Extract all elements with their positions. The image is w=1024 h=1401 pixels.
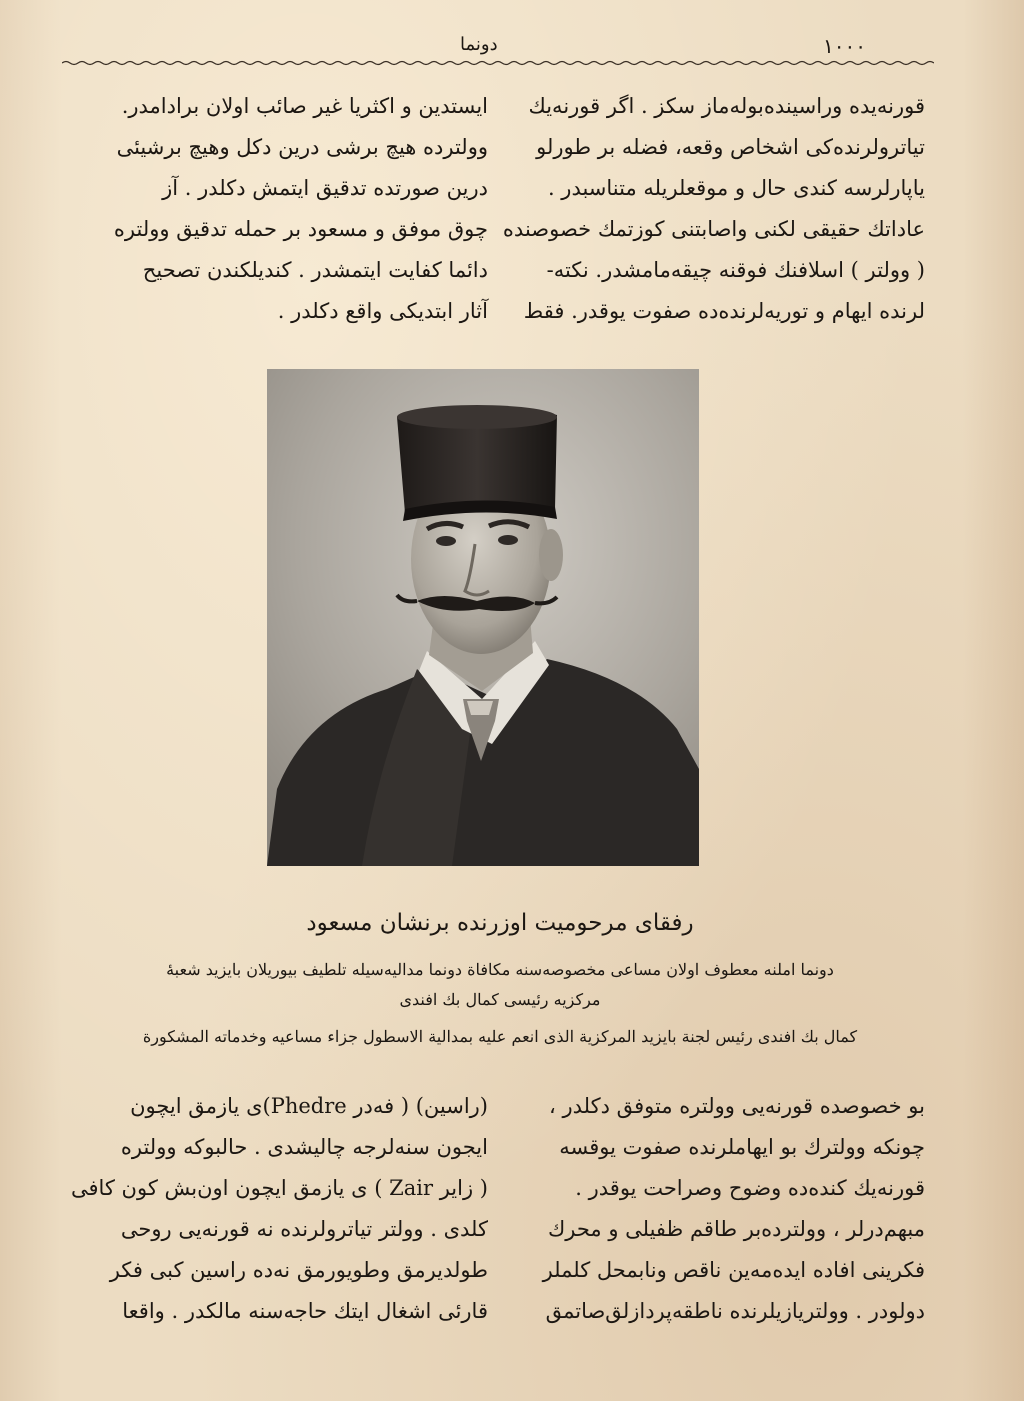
column-top-right [502,86,925,332]
text-line: تیاترولرنده‌کی اشخاص وقعه، فضله بر طورلو [536,135,925,159]
column-top-left [68,86,488,332]
text-line: قارئی اشغال ایتك حاجه‌سنه مالکدر . واقعا [122,1299,488,1323]
text-line: لرنده ایهام و توریه‌لرنده‌ده صفوت یوقدر. فقط [523,299,925,323]
text-line: درین صورتده تدقیق ایتمش دکلدر . آز [162,176,488,200]
text-line: قورنه‌یك کنده‌ده وضوح وصراحت یوقدر . [575,1176,925,1200]
text-line: مبهم‌درلر ، وولترده‌بر طاقم ظفیلی و محرك [547,1217,925,1241]
text-line: قورنه‌یده وراسینده‌بوله‌ماز سکز . اگر قورنه‌یك [528,94,925,118]
text-line: یاپارلرسه کندی حال و موقعلریله متناسبدر . [547,176,925,200]
text-line: عاداتك حقیقی لکنی واصابتنی کوزتمك خصوصنده [502,217,925,241]
running-title: دونما [460,34,498,55]
caption-title: رفقای مرحومیت اوزرنده برنشان مسعود [306,910,694,936]
caption-line: دونما املنه معطوف اولان مساعی مخصوصه‌سنه مکافاة دونما مدالیه‌سیله تلطیف بیوریلان بایزید شعبهٔ [166,960,834,979]
text-line: آثار ابتدیکی واقع دکلدر . [277,299,488,323]
column-bottom-left [68,1086,488,1332]
caption-line: مرکزیه رئیسی کمال بك افندی [399,990,601,1009]
text-line: ایستدین و اکثریا غیر صائب اولان برادامدر. [121,94,488,118]
text-line: چوق موفق و مسعود بر حمله تدقیق وولتره [113,217,488,241]
portrait-photo [267,369,699,866]
text-line: بو خصوصده قورنه‌یی وولتره متوفق دکلدر ، [549,1094,925,1118]
text-line: دائما کفایت ایتمشدر . کندیلکندن تصحیح [142,258,488,282]
header-rule [62,60,934,66]
text-line: فکرینی افاده ایده‌مه‌ین ناقص ونابمحل کلملر [542,1258,925,1282]
caption-line: کمال بك افندی رئیس لجنة بایزید المرکزیة الذی انعم علیه بمدالیة الاسطول جزاء مساعیه وخدماته المشکورة [142,1027,858,1046]
text-line: طولدیرمق وطویورمق نه‌ده راسین کبی فکر [109,1258,488,1282]
text-line: وولترده هیچ برشی درین دکل وهیچ برشیئی [116,135,488,159]
text-line: ( زایر Zair ) ی یازمق ایچون اون‌بش کون کافی [70,1176,488,1200]
text-line: چونکه وولترك بو ایهاملرنده صفوت یوقسه [559,1135,925,1159]
text-line: ( وولتر ) اسلافنك فوقنه چیقه‌مامشدر. نکته- [546,258,925,282]
portrait-illustration [267,369,699,866]
column-bottom-right [505,1086,925,1332]
text-line: ایجون سنه‌لرجه چالیشدی . حالبوکه وولتره [120,1135,488,1159]
page-number: ١٠٠٠ [823,34,866,58]
text-line: کلدی . وولتر تیاترولرنده نه قورنه‌یی روحی [120,1217,488,1241]
text-line: (راسین) ( فه‌در Phedre)ی یازمق ایچون [130,1094,488,1118]
text-line: دولودر . وولتریازیلرنده ناطقه‌پردازلق‌صاتمق [545,1299,925,1323]
